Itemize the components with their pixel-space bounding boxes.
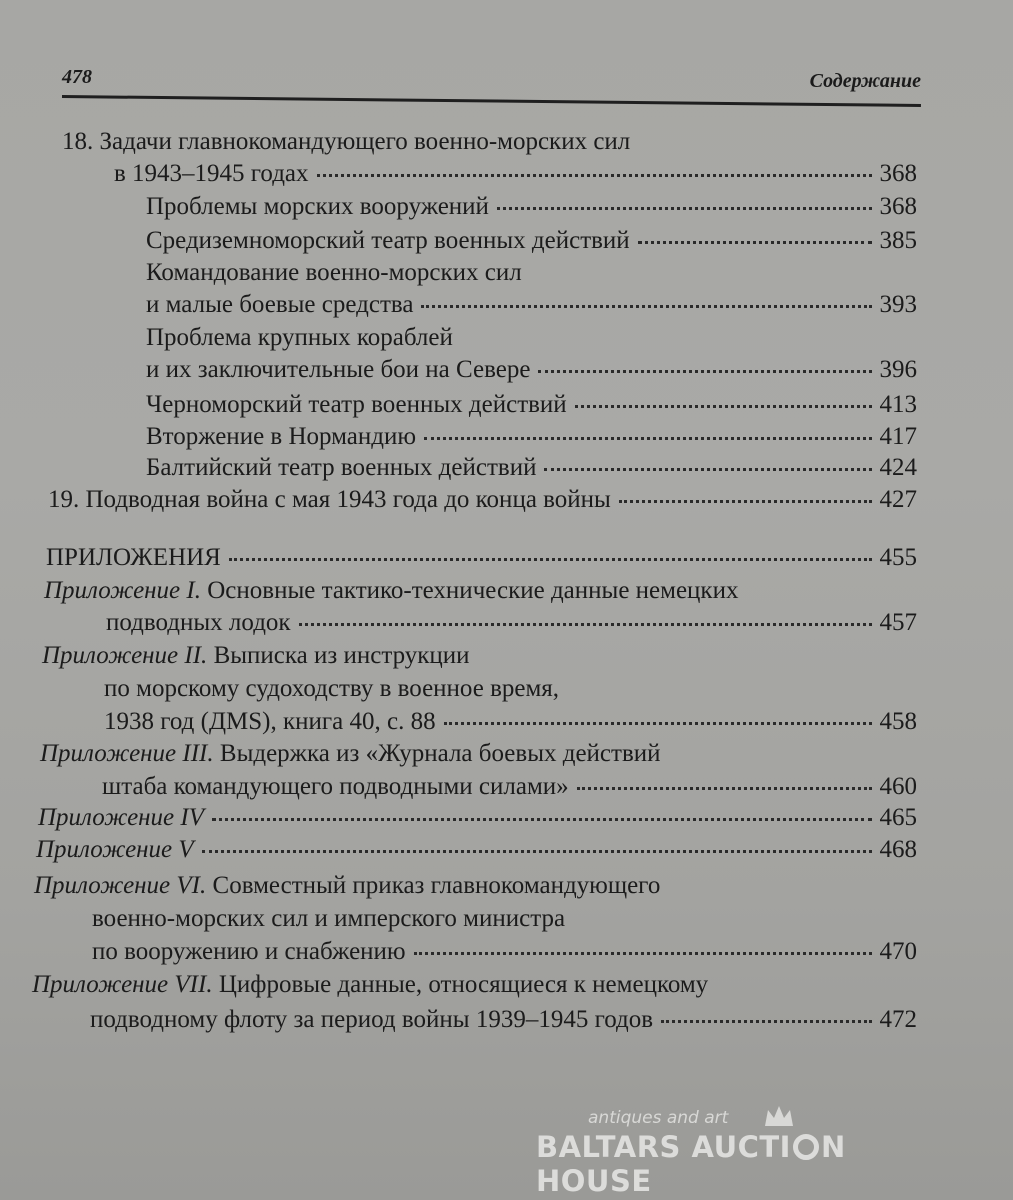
toc-line-18-years [114, 158, 917, 190]
toc-line-command [146, 257, 917, 289]
toc-line-18-title [62, 126, 917, 158]
toc-line-appendix-3 [40, 738, 917, 770]
toc-line-mediterranean [146, 225, 917, 257]
toc-page: 472 [879, 1006, 917, 1033]
toc-text: 1938 год (ДМS), книга 40, с. 88 [104, 708, 436, 735]
toc-text: Балтийский театр военных действий [146, 454, 537, 481]
toc-line-appendix-2-cont2 [104, 706, 917, 738]
toc-line-appendix-5 [36, 834, 917, 866]
toc-text: Проблема крупных кораблей [146, 324, 453, 351]
dot-leader [414, 952, 872, 955]
appendix-label: Приложение II. [42, 642, 208, 669]
toc-text: по морскому судоходству в военное время, [104, 675, 560, 702]
toc-page: 468 [879, 836, 917, 863]
toc-line-black-sea [146, 389, 917, 421]
header-rule [62, 95, 921, 107]
toc-line-baltic [146, 452, 917, 484]
dot-leader [444, 722, 872, 725]
toc-line-appendices [46, 542, 917, 574]
toc-page: 427 [879, 486, 917, 513]
toc-text: 19. Подводная война с мая 1943 года до конца войны [48, 486, 611, 513]
toc-text: Выписка из инструкции [213, 642, 470, 669]
toc-line-appendix-7-cont [90, 1004, 917, 1036]
toc-text: Выдержка из «Журнала боевых действий [219, 740, 661, 767]
dot-leader [317, 174, 872, 177]
toc-text: штаба командующего подводными силами» [102, 773, 569, 800]
dot-leader [497, 207, 872, 210]
toc-text: и их заключительные бои на Севере [146, 356, 531, 383]
appendix-label: Приложение III. [40, 740, 214, 767]
watermark-brand-part1: BALTARS AUCTI [536, 1130, 791, 1164]
toc-line-appendix-1-cont [106, 607, 917, 639]
toc-text: по вооружению и снабжению [92, 938, 406, 965]
dot-leader [638, 241, 872, 244]
appendix-label: Приложение IV [38, 804, 205, 831]
toc-text: подводных лодок [106, 609, 291, 636]
dot-leader [202, 850, 872, 853]
page-number: 478 [62, 66, 92, 88]
toc-line-19-submarine-war [48, 484, 917, 516]
dot-leader [619, 500, 872, 503]
appendix-label: Приложение I. [44, 577, 201, 604]
watermark-o-ring-icon [793, 1134, 819, 1160]
toc-line-naval-armaments [146, 191, 917, 223]
dot-leader [299, 623, 872, 626]
toc-line-large-ships [146, 322, 917, 354]
dot-leader [212, 818, 871, 821]
toc-page: 417 [879, 423, 917, 450]
dot-leader [538, 370, 871, 373]
toc-page: 458 [879, 708, 917, 735]
toc-line-normandy [146, 421, 917, 453]
toc-text: Вторжение в Нормандию [146, 423, 417, 450]
toc-line-appendix-2-cont1 [104, 673, 917, 705]
toc-page: 396 [879, 356, 917, 383]
toc-text: Командование военно-морских сил [146, 259, 522, 286]
toc-line-appendix-6-cont1 [92, 903, 917, 935]
toc-line-appendix-1 [44, 575, 917, 607]
watermark-brand-part2: N HOUSE [536, 1130, 846, 1198]
dot-leader [424, 437, 871, 440]
appendix-label: Приложение V [36, 836, 194, 863]
toc-page: 424 [879, 454, 917, 481]
toc-line-appendix-2 [42, 640, 917, 672]
toc-page: 465 [879, 804, 917, 831]
toc-text: Цифровые данные, относящиеся к немецкому [218, 971, 709, 998]
dot-leader [575, 405, 872, 408]
appendix-label: Приложение VII. [32, 971, 213, 998]
toc-page: 457 [879, 609, 917, 636]
toc-page: 393 [879, 291, 917, 318]
toc-page: 460 [879, 773, 917, 800]
toc-line-appendix-7 [32, 969, 917, 1001]
toc-text: Проблемы морских вооружений [146, 193, 489, 220]
running-head: Содержание [809, 70, 921, 92]
dot-leader [229, 558, 872, 561]
toc-line-appendix-6-cont2 [92, 936, 917, 968]
toc-page: 470 [879, 938, 917, 965]
page-header [62, 62, 921, 96]
toc-text: в 1943–1945 годах [114, 160, 309, 187]
toc-page: 455 [879, 544, 917, 571]
toc-line-appendix-6 [34, 870, 917, 902]
toc-text: Совместный приказ главнокомандующего [212, 872, 661, 899]
toc-text: подводному флоту за период войны 1939–1945 годов [90, 1006, 654, 1033]
dot-leader [661, 1020, 871, 1023]
toc-text: 18. Задачи главнокомандующего военно-морских сил [62, 128, 631, 155]
appendix-label: Приложение VI. [34, 872, 207, 899]
toc-text: ПРИЛОЖЕНИЯ [46, 544, 221, 571]
crown-icon [762, 1104, 796, 1130]
dot-leader [421, 305, 871, 308]
toc-line-north-battles [146, 354, 917, 386]
toc-line-small-combat [146, 289, 917, 321]
toc-text: и малые боевые средства [146, 291, 414, 318]
toc-line-appendix-3-cont [102, 771, 917, 803]
toc-text: Основные тактико-технические данные немецких [207, 577, 739, 604]
auction-watermark [536, 1108, 936, 1198]
watermark-tagline: antiques and art [588, 1108, 729, 1128]
toc-page: 385 [879, 227, 917, 254]
toc-text: Средиземноморский театр военных действий [146, 227, 630, 254]
toc-text: Черноморский театр военных действий [146, 391, 567, 418]
dot-leader [544, 468, 871, 471]
toc-page: 368 [879, 160, 917, 187]
dot-leader [577, 787, 872, 790]
toc-line-appendix-4 [38, 802, 917, 834]
watermark-brand [536, 1130, 936, 1198]
toc-page: 413 [879, 391, 917, 418]
toc-text: военно-морских сил и имперского министра [92, 905, 566, 932]
toc-page: 368 [879, 193, 917, 220]
